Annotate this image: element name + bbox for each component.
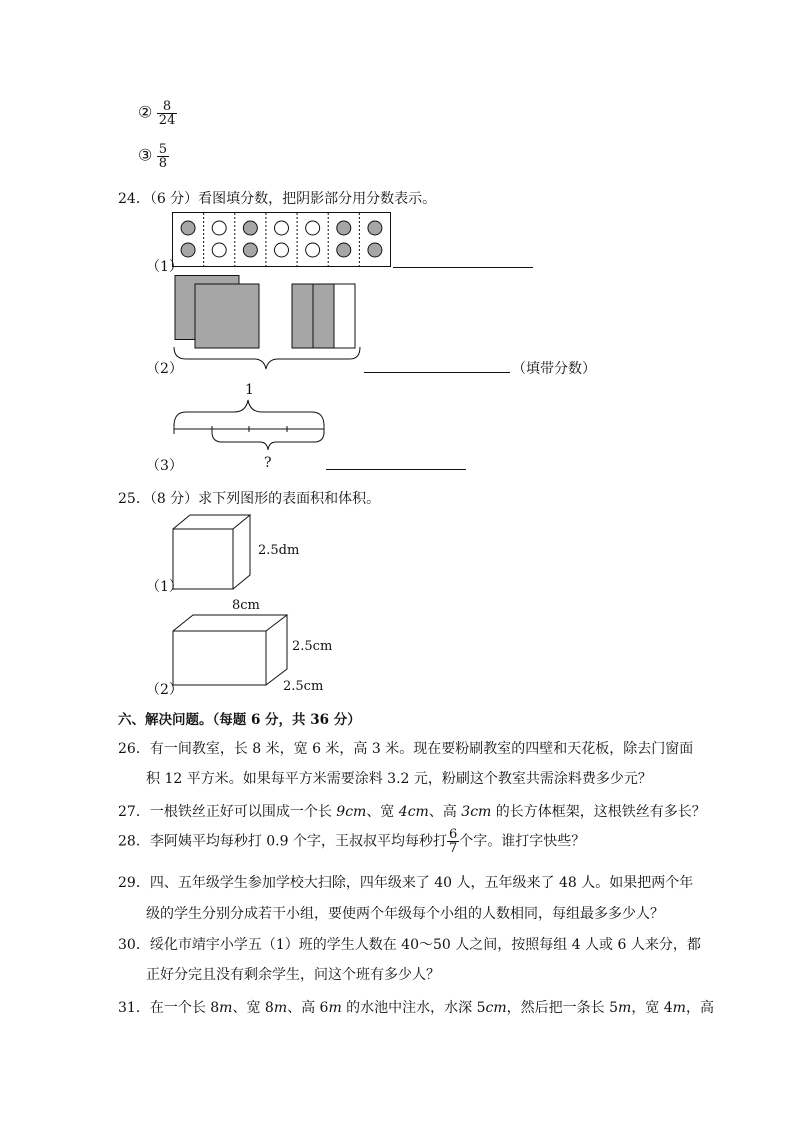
q27-height: 3 <box>461 804 471 820</box>
q26-line2: 积 12 平方米。如果每平方米需要涂料 3.2 元，粉刷这个教室共需涂料费多少元？ <box>146 771 652 787</box>
unit-cm: cm <box>485 1000 507 1016</box>
unit-m: m <box>273 1000 288 1016</box>
box-figure <box>172 614 292 686</box>
option-2 <box>138 100 177 127</box>
strip-unshaded <box>334 284 355 348</box>
unshaded-circle <box>275 243 289 257</box>
q31-part: ，然后把一条长 5 <box>506 1000 619 1016</box>
cube-figure <box>172 514 256 592</box>
shaded-circle <box>337 243 351 257</box>
q27-length: 9 <box>336 804 346 820</box>
fraction-numerator: 5 <box>158 142 168 157</box>
q29-line1: 29．四、五年级学生参加学校大扫除，四年级来了 40 人，五年级来了 48 人。如果把两个年 <box>118 875 694 891</box>
cube-top <box>173 515 250 529</box>
q27-text <box>118 801 706 821</box>
box-length-label: 8cm <box>232 598 260 613</box>
strip-shaded-2 <box>313 284 334 348</box>
brace-bottom-label: ? <box>264 455 272 471</box>
box-front <box>173 631 266 685</box>
q31-part: ，宽 4 <box>631 1000 673 1016</box>
unit-cm: cm <box>407 804 429 820</box>
unshaded-circle <box>306 221 320 235</box>
q25-title: 25．（8 分）求下列图形的表面积和体积。 <box>118 491 381 507</box>
fraction-numerator: 6 <box>448 827 458 842</box>
q26-line1: 26．有一间教室，长 8 米，宽 6 米，高 3 米。现在要粉刷教室的四壁和天花板，除去门窗面 <box>118 741 694 757</box>
q31-part: 、宽 8 <box>232 1000 274 1016</box>
unit-m: m <box>618 1000 632 1016</box>
q31-text <box>118 997 714 1017</box>
unit-cm: cm <box>470 804 492 820</box>
strip-shaded-1 <box>292 284 313 348</box>
q30-line2: 正好分完且没有剩余学生，问这个班有多少人？ <box>146 967 440 983</box>
box-width-label: 2.5cm <box>283 679 324 694</box>
box-top <box>173 615 287 631</box>
fraction-denominator: 24 <box>158 113 176 128</box>
q27-part: 的长方体框架，这根铁丝有多长？ <box>491 804 706 820</box>
q30-line1: 30．绥化市靖宇小学五（1）班的学生人数在 40～50 人之间，按照每组 4 人或 6 人来分，都 <box>118 937 701 953</box>
brace-top-label: 1 <box>245 382 254 398</box>
unshaded-circle <box>275 221 289 235</box>
q24-number-line <box>172 398 332 458</box>
shaded-circle <box>368 221 382 235</box>
option-3-fraction <box>157 143 169 170</box>
bottom-brace <box>212 432 324 450</box>
bottom-brace <box>174 347 360 369</box>
q27-width: 4 <box>398 804 408 820</box>
box-height-label: 2.5cm <box>292 639 333 654</box>
unit-m: m <box>219 1000 233 1016</box>
q31-part: 的水池中注水，水深 5 <box>341 1000 486 1016</box>
q24-title: 24．（6 分）看图填分数，把阴影部分用分数表示。 <box>118 191 437 207</box>
option-2-fraction <box>157 100 178 127</box>
q28-fraction <box>447 828 459 855</box>
fraction-numerator: 8 <box>157 100 178 114</box>
q25-part2-label: （2） <box>146 682 183 698</box>
unshaded-circle <box>212 221 226 235</box>
q31-part: ，高 <box>685 1000 714 1016</box>
option-3-mark: ③ <box>138 145 153 165</box>
q24-circle-grid <box>172 212 392 268</box>
q31-part: 31．在一个长 8 <box>118 1000 220 1016</box>
q24-part2-note: （填带分数） <box>512 361 596 377</box>
unit-cm: cm <box>345 804 367 820</box>
q31-part: 、高 6 <box>287 1000 329 1016</box>
q24-part1-answer-blank[interactable] <box>393 267 533 268</box>
top-brace <box>174 400 324 426</box>
shaded-circle <box>181 221 195 235</box>
option-2-mark: ② <box>138 102 153 122</box>
unshaded-circle <box>306 243 320 257</box>
fraction-denominator: 7 <box>448 841 458 856</box>
section-6-heading: 六、解决问题。（每题 6 分，共 36 分） <box>118 712 361 728</box>
q24-part2-answer-blank[interactable] <box>364 372 510 373</box>
q27-part: 、高 <box>428 804 462 820</box>
unit-m: m <box>672 1000 686 1016</box>
shaded-circle <box>243 243 257 257</box>
q25-part1-label: （1） <box>146 579 183 595</box>
q24-part1-label: （1） <box>146 259 183 275</box>
q29-line2: 级的学生分别分成若干小组，要使两个年级每个小组的人数相同，每组最多多少人？ <box>146 906 664 922</box>
cube-side <box>233 515 250 589</box>
fraction-denominator: 8 <box>158 156 168 171</box>
shaded-circle <box>243 221 257 235</box>
q27-part: 27．一根铁丝正好可以围成一个长 <box>118 804 337 820</box>
grid-circles <box>181 221 382 257</box>
shaded-circle <box>368 243 382 257</box>
box-side <box>266 615 287 685</box>
shaded-circle <box>337 221 351 235</box>
q24-part3-label: （3） <box>146 458 183 474</box>
unshaded-circle <box>212 243 226 257</box>
shaded-circle <box>181 243 195 257</box>
square-front-shaded <box>195 284 259 348</box>
q27-part: 、宽 <box>366 804 399 820</box>
cube-edge-label: 2.5dm <box>258 543 300 558</box>
option-3 <box>138 143 169 170</box>
q24-part3-answer-blank[interactable] <box>326 469 466 470</box>
q28-part: 28．李阿姨平均每秒打 0.9 个字，王叔叔平均每秒打 <box>118 833 447 850</box>
q24-part2-label: （2） <box>146 361 183 377</box>
q24-squares-figure <box>172 275 372 375</box>
q28-text <box>118 828 585 855</box>
unit-m: m <box>328 1000 342 1016</box>
q28-part: 个字。谁打字快些？ <box>459 833 586 850</box>
